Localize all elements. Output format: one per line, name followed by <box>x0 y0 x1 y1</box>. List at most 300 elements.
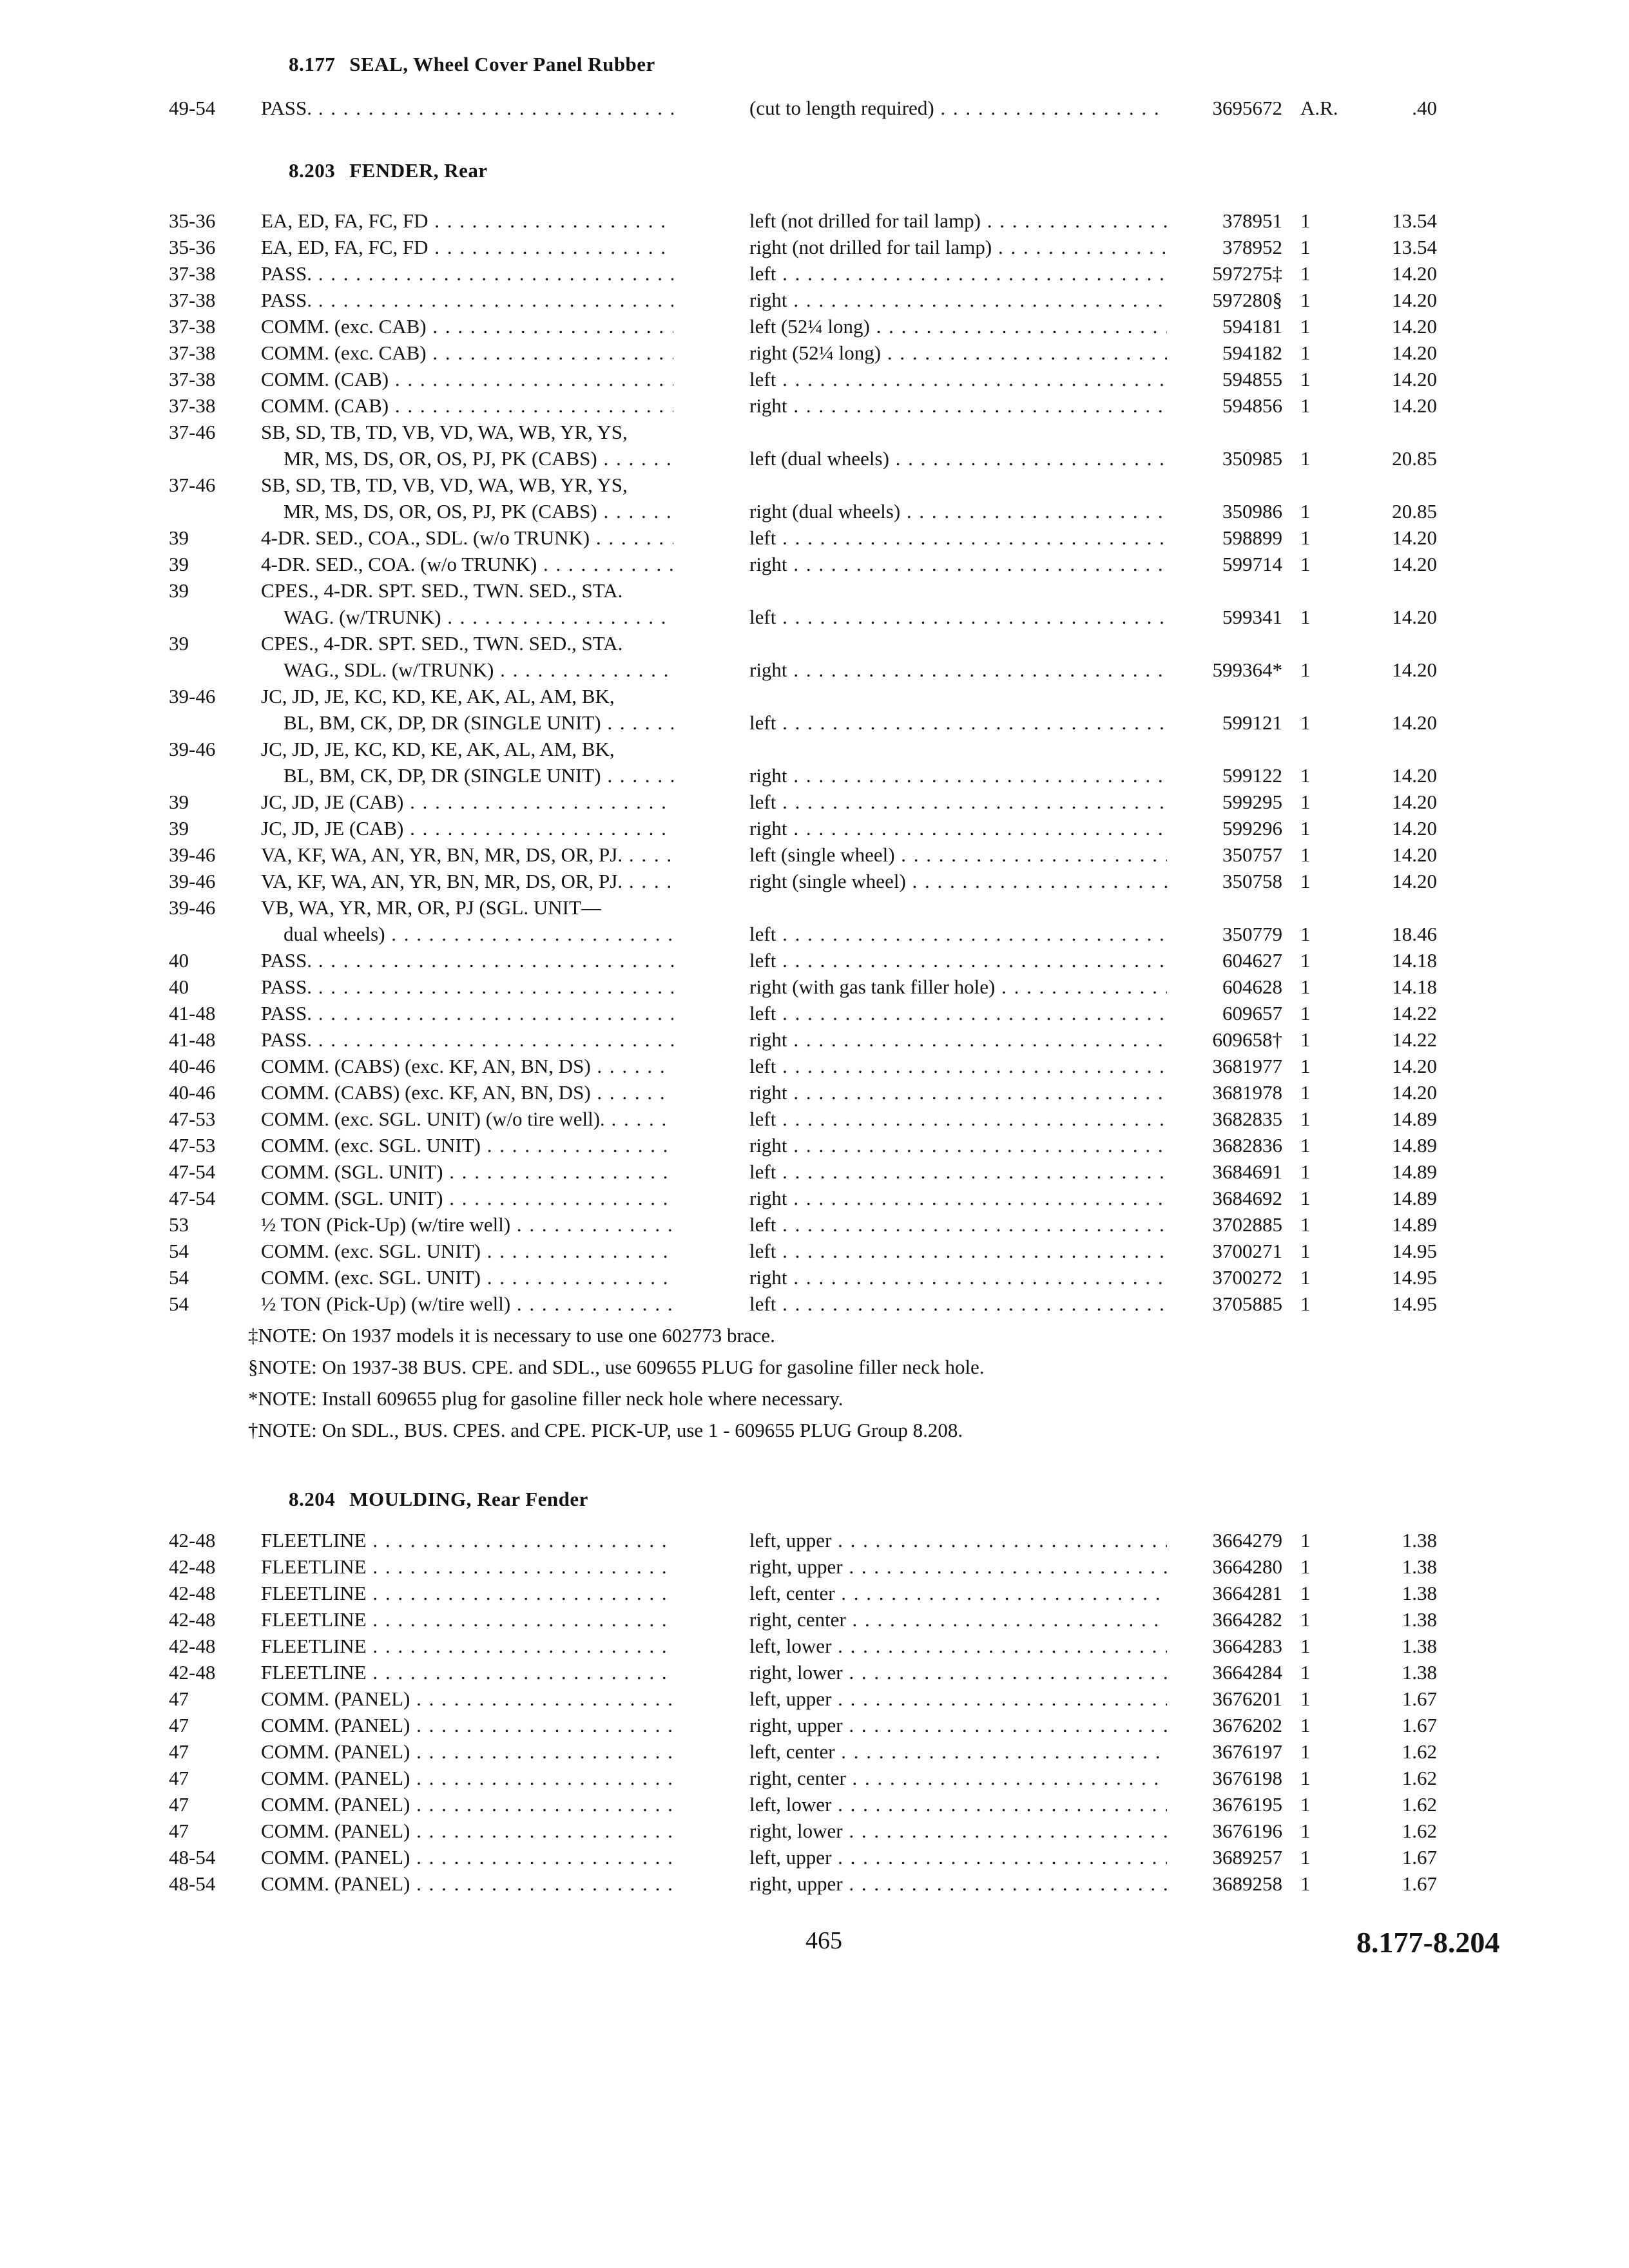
year-range: 39 <box>169 791 189 813</box>
part-description: left . . . <box>749 604 1167 630</box>
year-range: 48-54 <box>169 1846 216 1869</box>
part-number: 3705885 <box>1212 1293 1282 1315</box>
year-range: 47 <box>169 1714 189 1736</box>
part-description: right . . . <box>749 1026 1167 1053</box>
list-price: 14.18 <box>1392 949 1437 972</box>
year-range: 47-54 <box>169 1160 216 1183</box>
part-description: right, upper . . . <box>749 1712 1167 1738</box>
part-number: 3702885 <box>1212 1213 1282 1236</box>
table-row <box>0 207 1629 234</box>
list-price: 14.20 <box>1392 315 1437 338</box>
list-price: 14.20 <box>1392 289 1437 311</box>
part-number: 3684692 <box>1212 1187 1282 1209</box>
quantity: 1 <box>1300 764 1311 787</box>
table-row <box>0 498 1629 524</box>
table-row <box>0 1606 1629 1633</box>
model-applicability: COMM. (exc. CAB) . . . <box>261 340 673 366</box>
part-description: right . . . <box>749 1079 1167 1106</box>
section-title: FENDER, Rear <box>349 159 488 182</box>
part-number: 350986 <box>1222 500 1282 523</box>
list-price: 1.62 <box>1402 1793 1437 1816</box>
part-number: 3676202 <box>1212 1714 1282 1736</box>
part-description: right . . . <box>749 1132 1167 1158</box>
model-applicability: COMM. (PANEL) . . . <box>261 1712 673 1738</box>
table-row-continued <box>0 683 1629 709</box>
model-applicability-cont: WAG., SDL. (w/TRUNK) . . . <box>284 657 673 683</box>
table-row <box>0 762 1629 789</box>
part-description: right . . . <box>749 1185 1167 1211</box>
quantity: 1 <box>1300 1293 1311 1315</box>
part-number: 609657 <box>1222 1002 1282 1024</box>
quantity: 1 <box>1300 500 1311 523</box>
model-applicability: COMM. (PANEL) . . . <box>261 1738 673 1765</box>
part-description: right . . . <box>749 1264 1167 1291</box>
year-range: 54 <box>169 1266 189 1289</box>
part-description: left . . . <box>749 1211 1167 1238</box>
table-row-continued <box>0 630 1629 657</box>
model-applicability: SB, SD, TB, TD, VB, VD, WA, WB, YR, YS, <box>261 474 628 496</box>
table-row <box>0 789 1629 815</box>
year-range: 41-48 <box>169 1002 216 1024</box>
part-description: right, upper . . . <box>749 1553 1167 1580</box>
quantity: 1 <box>1300 1002 1311 1024</box>
table-row <box>0 947 1629 974</box>
part-number: 3664282 <box>1212 1608 1282 1631</box>
part-description: left, lower . . . <box>749 1791 1167 1818</box>
part-number: 3682835 <box>1212 1108 1282 1130</box>
model-applicability: PASS. . . . <box>261 287 673 313</box>
year-range: 39-46 <box>169 870 216 892</box>
part-description: left . . . <box>749 1158 1167 1185</box>
part-number: 599122 <box>1222 764 1282 787</box>
year-range: 47 <box>169 1793 189 1816</box>
table-row <box>0 1580 1629 1606</box>
list-price: 14.20 <box>1392 791 1437 813</box>
year-range: 47 <box>169 1687 189 1710</box>
section-title: MOULDING, Rear Fender <box>349 1488 588 1510</box>
quantity: 1 <box>1300 1213 1311 1236</box>
list-price: 1.38 <box>1402 1635 1437 1657</box>
model-applicability: VA, KF, WA, AN, YR, BN, MR, DS, OR, PJ. . . . <box>261 841 673 868</box>
year-range: 54 <box>169 1240 189 1262</box>
page-number: 465 <box>805 1927 842 1954</box>
quantity: 1 <box>1300 1582 1311 1604</box>
year-range: 42-48 <box>169 1582 216 1604</box>
model-applicability: PASS. . . . <box>261 95 673 121</box>
part-description: left . . . <box>749 1238 1167 1264</box>
model-applicability: FLEETLINE . . . <box>261 1633 673 1659</box>
table-row <box>0 392 1629 419</box>
model-applicability: COMM. (SGL. UNIT) . . . <box>261 1185 673 1211</box>
list-price: 1.62 <box>1402 1740 1437 1763</box>
year-range: 47-53 <box>169 1108 216 1130</box>
section-range-label: 8.177-8.204 <box>1356 1926 1500 1959</box>
model-applicability: 4-DR. SED., COA., SDL. (w/o TRUNK) . . . <box>261 524 673 551</box>
year-range: 47-53 <box>169 1134 216 1157</box>
table-row <box>0 868 1629 894</box>
footnote: §NOTE: On 1937-38 BUS. CPE. and SDL., use 609655 PLUG for gasoline filler neck hole. <box>248 1356 985 1378</box>
table-row <box>0 1264 1629 1291</box>
part-description: left . . . <box>749 947 1167 974</box>
model-applicability: JC, JD, JE (CAB) . . . <box>261 815 673 841</box>
table-row-continued <box>0 577 1629 604</box>
model-applicability-cont: MR, MS, DS, OR, OS, PJ, PK (CABS) . . . <box>284 445 673 472</box>
model-applicability: JC, JD, JE, KC, KD, KE, AK, AL, AM, BK, <box>261 685 615 707</box>
part-number: 3700271 <box>1212 1240 1282 1262</box>
quantity: 1 <box>1300 447 1311 470</box>
part-number: 3689257 <box>1212 1846 1282 1869</box>
part-number: 594182 <box>1222 341 1282 364</box>
quantity: 1 <box>1300 1529 1311 1552</box>
part-number: 3664284 <box>1212 1661 1282 1684</box>
list-price: 14.22 <box>1392 1028 1437 1051</box>
part-number: 378951 <box>1222 209 1282 232</box>
quantity: 1 <box>1300 1160 1311 1183</box>
part-description: right . . . <box>749 287 1167 313</box>
model-applicability: COMM. (exc. SGL. UNIT) . . . <box>261 1264 673 1291</box>
list-price: 20.85 <box>1392 500 1437 523</box>
part-number: 3676196 <box>1212 1820 1282 1842</box>
part-number: 609658† <box>1212 1028 1282 1051</box>
part-description: left . . . <box>749 260 1167 287</box>
year-range: 37-38 <box>169 341 216 364</box>
list-price: 14.89 <box>1392 1134 1437 1157</box>
model-applicability: COMM. (CAB) . . . <box>261 366 673 392</box>
quantity: 1 <box>1300 975 1311 998</box>
table-row <box>0 1053 1629 1079</box>
year-range: 42-48 <box>169 1661 216 1684</box>
list-price: 14.20 <box>1392 843 1437 866</box>
quantity: A.R. <box>1300 97 1338 119</box>
table-row-continued <box>0 472 1629 498</box>
part-description: (cut to length required) . . . <box>749 95 1167 121</box>
year-range: 39 <box>169 526 189 549</box>
table-row <box>0 445 1629 472</box>
list-price: 14.20 <box>1392 606 1437 628</box>
table-row <box>0 1844 1629 1870</box>
table-row <box>0 1633 1629 1659</box>
part-number: 378952 <box>1222 236 1282 258</box>
part-number: 604628 <box>1222 975 1282 998</box>
quantity: 1 <box>1300 711 1311 734</box>
model-applicability: ½ TON (Pick-Up) (w/tire well) . . . <box>261 1291 673 1317</box>
table-row <box>0 1818 1629 1844</box>
quantity: 1 <box>1300 949 1311 972</box>
model-applicability-cont: MR, MS, DS, OR, OS, PJ, PK (CABS) . . . <box>284 498 673 524</box>
quantity: 1 <box>1300 1608 1311 1631</box>
list-price: 1.38 <box>1402 1555 1437 1578</box>
part-number: 594855 <box>1222 368 1282 390</box>
section-number: 8.177 <box>289 53 336 75</box>
list-price: 14.20 <box>1392 368 1437 390</box>
part-number: 599341 <box>1222 606 1282 628</box>
table-row <box>0 260 1629 287</box>
year-range: 40-46 <box>169 1055 216 1077</box>
year-range: 37-38 <box>169 262 216 285</box>
model-applicability: CPES., 4-DR. SPT. SED., TWN. SED., STA. <box>261 579 623 602</box>
table-row <box>0 1686 1629 1712</box>
part-number: 597280§ <box>1212 289 1282 311</box>
part-description: right, center . . . <box>749 1765 1167 1791</box>
year-range: 39 <box>169 817 189 840</box>
model-applicability: COMM. (PANEL) . . . <box>261 1765 673 1791</box>
part-description: right . . . <box>749 815 1167 841</box>
list-price: 14.20 <box>1392 262 1437 285</box>
model-applicability: COMM. (PANEL) . . . <box>261 1818 673 1844</box>
quantity: 1 <box>1300 1187 1311 1209</box>
list-price: 1.67 <box>1402 1872 1437 1895</box>
list-price: 14.89 <box>1392 1160 1437 1183</box>
model-applicability: VB, WA, YR, MR, OR, PJ (SGL. UNIT— <box>261 896 601 919</box>
table-row <box>0 1738 1629 1765</box>
year-range: 42-48 <box>169 1635 216 1657</box>
part-number: 3676195 <box>1212 1793 1282 1816</box>
part-description: right (single wheel) . . . <box>749 868 1167 894</box>
table-row <box>0 524 1629 551</box>
list-price: .40 <box>1412 97 1437 119</box>
quantity: 1 <box>1300 1740 1311 1763</box>
part-number: 3681978 <box>1212 1081 1282 1104</box>
table-row <box>0 1132 1629 1158</box>
quantity: 1 <box>1300 1635 1311 1657</box>
part-description: left, upper . . . <box>749 1844 1167 1870</box>
part-description: left, center . . . <box>749 1738 1167 1765</box>
year-range: 53 <box>169 1213 189 1236</box>
year-range: 47 <box>169 1740 189 1763</box>
year-range: 39-46 <box>169 685 216 707</box>
part-number: 350779 <box>1222 923 1282 945</box>
quantity: 1 <box>1300 209 1311 232</box>
quantity: 1 <box>1300 1266 1311 1289</box>
part-number: 3689258 <box>1212 1872 1282 1895</box>
model-applicability: COMM. (PANEL) . . . <box>261 1686 673 1712</box>
quantity: 1 <box>1300 289 1311 311</box>
part-number: 3664281 <box>1212 1582 1282 1604</box>
table-row <box>0 1238 1629 1264</box>
part-number: 597275‡ <box>1212 262 1282 285</box>
part-description: right (not drilled for tail lamp) . . . <box>749 234 1167 260</box>
model-applicability: VA, KF, WA, AN, YR, BN, MR, DS, OR, PJ. . . . <box>261 868 673 894</box>
quantity: 1 <box>1300 553 1311 575</box>
list-price: 14.20 <box>1392 1055 1437 1077</box>
quantity: 1 <box>1300 1872 1311 1895</box>
section-8-177-heading <box>289 53 655 76</box>
list-price: 14.95 <box>1392 1266 1437 1289</box>
model-applicability: CPES., 4-DR. SPT. SED., TWN. SED., STA. <box>261 632 623 655</box>
list-price: 14.20 <box>1392 1081 1437 1104</box>
table-row <box>0 1659 1629 1686</box>
year-range: 47 <box>169 1820 189 1842</box>
list-price: 18.46 <box>1392 923 1437 945</box>
year-range: 37-38 <box>169 394 216 417</box>
part-description: right . . . <box>749 392 1167 419</box>
table-row <box>0 366 1629 392</box>
quantity: 1 <box>1300 923 1311 945</box>
part-number: 3664280 <box>1212 1555 1282 1578</box>
quantity: 1 <box>1300 817 1311 840</box>
quantity: 1 <box>1300 658 1311 681</box>
table-row <box>0 234 1629 260</box>
part-number: 599364* <box>1212 658 1282 681</box>
list-price: 1.67 <box>1402 1687 1437 1710</box>
table-row <box>0 709 1629 736</box>
part-number: 3695672 <box>1212 97 1282 119</box>
model-applicability-cont: dual wheels) . . . <box>284 921 673 947</box>
part-number: 350757 <box>1222 843 1282 866</box>
table-row <box>0 841 1629 868</box>
quantity: 1 <box>1300 1240 1311 1262</box>
table-row <box>0 287 1629 313</box>
quantity: 1 <box>1300 843 1311 866</box>
year-range: 39 <box>169 579 189 602</box>
table-row <box>0 95 1629 121</box>
part-number: 3676197 <box>1212 1740 1282 1763</box>
part-description: left (single wheel) . . . <box>749 841 1167 868</box>
section-number: 8.204 <box>289 1488 336 1510</box>
part-description: left, upper . . . <box>749 1686 1167 1712</box>
part-description: right, upper . . . <box>749 1870 1167 1897</box>
part-description: left . . . <box>749 1000 1167 1026</box>
quantity: 1 <box>1300 526 1311 549</box>
part-description: left (52¼ long) . . . <box>749 313 1167 340</box>
list-price: 1.67 <box>1402 1714 1437 1736</box>
model-applicability: COMM. (CABS) (exc. KF, AN, BN, DS) . . . <box>261 1079 673 1106</box>
model-applicability: ½ TON (Pick-Up) (w/tire well) . . . <box>261 1211 673 1238</box>
part-number: 599121 <box>1222 711 1282 734</box>
part-number: 3684691 <box>1212 1160 1282 1183</box>
list-price: 1.38 <box>1402 1608 1437 1631</box>
model-applicability: PASS. . . . <box>261 1026 673 1053</box>
part-number: 594181 <box>1222 315 1282 338</box>
quantity: 1 <box>1300 368 1311 390</box>
part-description: right (with gas tank filler hole) . . . <box>749 974 1167 1000</box>
part-description: left . . . <box>749 524 1167 551</box>
list-price: 14.20 <box>1392 341 1437 364</box>
list-price: 14.20 <box>1392 870 1437 892</box>
part-description: left (dual wheels) . . . <box>749 445 1167 472</box>
part-number: 3664279 <box>1212 1529 1282 1552</box>
section-number: 8.203 <box>289 159 336 182</box>
table-row <box>0 1870 1629 1897</box>
list-price: 14.20 <box>1392 658 1437 681</box>
model-applicability: PASS. . . . <box>261 1000 673 1026</box>
quantity: 1 <box>1300 1028 1311 1051</box>
table-row <box>0 1527 1629 1553</box>
model-applicability: FLEETLINE . . . <box>261 1659 673 1686</box>
model-applicability: COMM. (exc. SGL. UNIT) . . . <box>261 1132 673 1158</box>
model-applicability: COMM. (exc. CAB) . . . <box>261 313 673 340</box>
model-applicability: COMM. (PANEL) . . . <box>261 1870 673 1897</box>
model-applicability: JC, JD, JE (CAB) . . . <box>261 789 673 815</box>
model-applicability: COMM. (CABS) (exc. KF, AN, BN, DS) . . . <box>261 1053 673 1079</box>
quantity: 1 <box>1300 1134 1311 1157</box>
part-description: left . . . <box>749 921 1167 947</box>
year-range: 35-36 <box>169 209 216 232</box>
model-applicability: FLEETLINE . . . <box>261 1527 673 1553</box>
list-price: 14.18 <box>1392 975 1437 998</box>
table-row <box>0 1079 1629 1106</box>
year-range: 37-38 <box>169 289 216 311</box>
part-description: left . . . <box>749 789 1167 815</box>
model-applicability: PASS. . . . <box>261 974 673 1000</box>
table-row <box>0 551 1629 577</box>
year-range: 37-46 <box>169 474 216 496</box>
part-description: right, lower . . . <box>749 1818 1167 1844</box>
table-row <box>0 1185 1629 1211</box>
list-price: 20.85 <box>1392 447 1437 470</box>
part-description: left . . . <box>749 366 1167 392</box>
part-number: 599295 <box>1222 791 1282 813</box>
quantity: 1 <box>1300 1661 1311 1684</box>
table-row-continued <box>0 894 1629 921</box>
table-row-continued <box>0 736 1629 762</box>
part-number: 350758 <box>1222 870 1282 892</box>
year-range: 54 <box>169 1293 189 1315</box>
part-number: 3664283 <box>1212 1635 1282 1657</box>
model-applicability: JC, JD, JE, KC, KD, KE, AK, AL, AM, BK, <box>261 738 615 760</box>
model-applicability: FLEETLINE . . . <box>261 1553 673 1580</box>
table-row <box>0 815 1629 841</box>
table-row <box>0 921 1629 947</box>
quantity: 1 <box>1300 1081 1311 1104</box>
part-description: left . . . <box>749 1106 1167 1132</box>
table-row <box>0 1791 1629 1818</box>
list-price: 14.95 <box>1392 1240 1437 1262</box>
part-number: 3676201 <box>1212 1687 1282 1710</box>
list-price: 14.89 <box>1392 1187 1437 1209</box>
table-row <box>0 1211 1629 1238</box>
year-range: 40 <box>169 949 189 972</box>
part-number: 3700272 <box>1212 1266 1282 1289</box>
model-applicability: COMM. (exc. SGL. UNIT) (w/o tire well). . . . <box>261 1106 673 1132</box>
list-price: 1.67 <box>1402 1846 1437 1869</box>
part-description: left, upper . . . <box>749 1527 1167 1553</box>
part-number: 350985 <box>1222 447 1282 470</box>
table-row <box>0 1158 1629 1185</box>
list-price: 14.20 <box>1392 394 1437 417</box>
year-range: 39 <box>169 632 189 655</box>
footnote: *NOTE: Install 609655 plug for gasoline filler neck hole where necessary. <box>248 1387 843 1410</box>
list-price: 14.20 <box>1392 553 1437 575</box>
part-description: left (not drilled for tail lamp) . . . <box>749 207 1167 234</box>
list-price: 1.38 <box>1402 1582 1437 1604</box>
section-8-203-heading <box>289 159 488 182</box>
list-price: 1.38 <box>1402 1661 1437 1684</box>
year-range: 41-48 <box>169 1028 216 1051</box>
part-description: left . . . <box>749 709 1167 736</box>
part-number: 3681977 <box>1212 1055 1282 1077</box>
list-price: 14.95 <box>1392 1293 1437 1315</box>
table-row <box>0 1553 1629 1580</box>
part-description: left, lower . . . <box>749 1633 1167 1659</box>
year-range: 47-54 <box>169 1187 216 1209</box>
part-number: 3682836 <box>1212 1134 1282 1157</box>
model-applicability-cont: WAG. (w/TRUNK) . . . <box>284 604 673 630</box>
model-applicability: SB, SD, TB, TD, VB, VD, WA, WB, YR, YS, <box>261 421 628 443</box>
list-price: 14.20 <box>1392 526 1437 549</box>
quantity: 1 <box>1300 394 1311 417</box>
year-range: 47 <box>169 1767 189 1789</box>
quantity: 1 <box>1300 236 1311 258</box>
part-description: right . . . <box>749 762 1167 789</box>
year-range: 40-46 <box>169 1081 216 1104</box>
quantity: 1 <box>1300 1767 1311 1789</box>
table-row <box>0 974 1629 1000</box>
year-range: 42-48 <box>169 1608 216 1631</box>
quantity: 1 <box>1300 1555 1311 1578</box>
quantity: 1 <box>1300 606 1311 628</box>
part-number: 604627 <box>1222 949 1282 972</box>
